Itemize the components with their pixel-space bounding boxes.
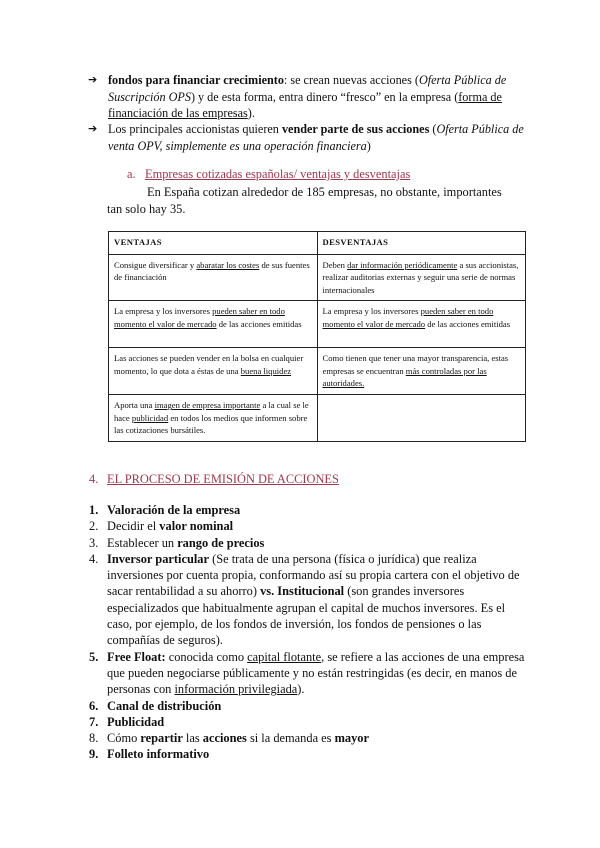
table-cell: La empresa y los inversores pueden saber en todo momento el valor de mercado de las acciones emitidas [109,301,318,348]
list-item: 4. Inversor particular (Se trata de una persona (física o jurídica) que realiza inversiones por cuenta propia, conformando así su propia cartera con el objetivo de sacar rentabilidad a su ahorro) vs. Institucional (son grandes inversores especializados que habitualmente agrupan el capital de muchos inversores. Es el caso, por ejemplo, de los fondos de inversión, los fondos de pensiones o las compañías de seguros). [89,551,520,648]
header-desventajas: DESVENTAJAS [317,232,526,255]
bullet-opv-text: Los principales accionistas quieren vender parte de sus acciones (Oferta Pública de venta OPV, simplemente es una operación financiera) [108,122,524,153]
header-ventajas: VENTAJAS [109,232,318,255]
emission-steps-list [89,502,525,763]
list-item: 1. Valoración de la empresa [89,503,241,517]
section-number: 4. [89,472,99,486]
list-item: 3. Establecer un rango de precios [89,535,265,550]
subsection-heading [127,167,410,182]
table-cell: Aporta una imagen de empresa importante a la cual se le hace publicidad en todos los medios que informen sobre las cotizaciones bursátiles. [109,395,318,442]
subsection-title: Empresas cotizadas españolas/ ventajas y desventajas [145,167,411,181]
list-item: 8. Cómo repartir las acciones si la demanda es mayor [89,731,370,746]
table-cell: Las acciones se pueden vender en la bolsa en cualquier momento, lo que dota a éstas de una buena liquidez [109,348,318,395]
arrow-bullet-icon: ➔ [88,122,98,135]
list-item: 2. Decidir el valor nominal [89,519,234,534]
table-cell: La empresa y los inversores pueden saber en todo momento el valor de mercado de las acciones emitidas [317,301,526,348]
bullet-opv [88,121,528,154]
table-cell: Como tienen que tener una mayor transparencia, estas empresas se encuentran más controladas por las autoridades. [317,348,526,395]
table-cell-empty [317,395,526,442]
pros-cons-table [108,231,526,442]
subsection-intro: En España cotizan alrededor de 185 empresas, no obstante, importantes tan solo hay 35. [107,185,502,216]
arrow-bullet-icon: ➔ [88,73,98,86]
list-item: 7. Publicidad [89,714,165,729]
list-item: 5. Free Float: conocida como capital flotante, se refiere a las acciones de una empresa que pueden negociarse públicamente y no están restringidas (es decir, en manos de personas con información privilegiada). [89,649,525,697]
section-heading [89,472,339,487]
bullet-ops-text: fondos para financiar crecimiento: se crean nuevas acciones (Oferta Pública de Suscripción OPS) y de esta forma, entra dinero “fresco” en la empresa (forma de financiación de las empresas). [108,73,507,120]
bullet-ops [88,72,528,122]
list-item: 9. Folleto informativo [89,747,210,762]
subsection-letter: a. [127,167,136,181]
table-cell: Deben dar información periódicamente a sus accionistas, realizar auditorias externas y seguir una serie de normas internacionales [317,255,526,301]
section-title: EL PROCESO DE EMISIÓN DE ACCIONES [107,472,339,486]
table-cell: Consigue diversificar y abaratar los costes de sus fuentes de financiación [109,255,318,301]
list-item: 6. Canal de distribución [89,698,222,713]
